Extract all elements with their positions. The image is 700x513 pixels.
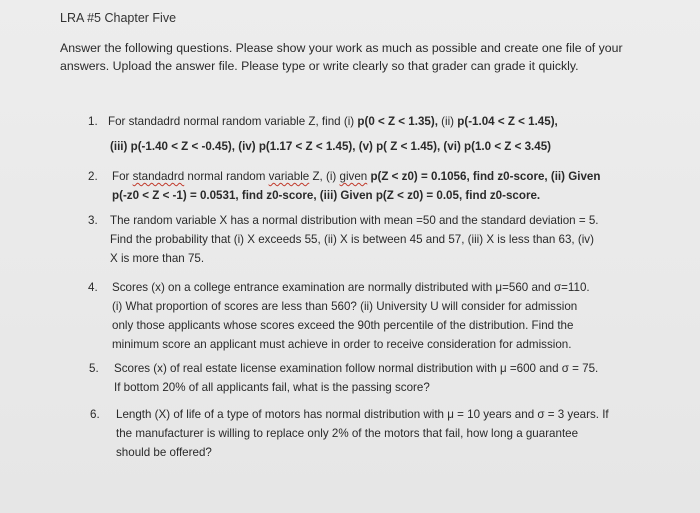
question-number: 6. <box>90 408 100 421</box>
page-title: LRA #5 Chapter Five <box>60 11 177 25</box>
question-4 <box>88 278 590 354</box>
question-5-line-1: Scores (x) of real estate license examination follow normal distribution with μ =600 and σ = 75. <box>114 362 599 375</box>
question-text: (ii) <box>437 115 458 128</box>
question-text: Z, (i) <box>309 170 340 183</box>
question-4-line-4: minimum score an applicant must achieve in order to receive consideration for admission. <box>112 338 572 351</box>
question-6-line-2: the manufacturer is willing to replace only 2% of the motors that fail, how long a guarantee <box>116 427 579 440</box>
question-2-line-1 <box>112 167 600 186</box>
question-6-line-3: should be offered? <box>116 446 212 459</box>
spellcheck-word: variable <box>268 170 310 183</box>
question-4-line-2: (i) What proportion of scores are less than 560? (ii) University U will consider for admission <box>112 300 578 313</box>
question-5-line-2: If bottom 20% of all applicants fail, what is the passing score? <box>114 381 430 394</box>
question-2-line-2: p(-z0 < Z < -1) = 0.0531, find z0-score, (iii) Given p(Z < z0) = 0.05, find z0-score. <box>112 189 541 202</box>
question-1 <box>88 112 558 156</box>
question-4-line-3: only those applicants whose scores exceed the 90th percentile of the distribution. Find the <box>112 319 574 332</box>
spellcheck-word: standadrd <box>132 170 185 183</box>
question-3-line-3: X is more than 75. <box>110 252 205 265</box>
question-number: 5. <box>89 362 99 375</box>
question-number: 1. <box>88 115 98 128</box>
question-2 <box>88 167 601 205</box>
question-text-bold: p(-1.04 < Z < 1.45), <box>457 115 558 128</box>
spellcheck-word: given <box>339 170 368 183</box>
question-3-line-1: The random variable X has a normal distribution with mean =50 and the standard deviation = 5. <box>110 214 599 227</box>
instructions-line-2: answers. Upload the answer file. Please type or write clearly so that grader can grade it quickly. <box>60 59 579 73</box>
question-number: 4. <box>88 281 98 294</box>
question-5 <box>89 359 599 397</box>
question-text: For standadrd normal random variable Z, find (i) <box>108 115 358 128</box>
question-1-line-2: (iii) p(-1.40 < Z < -0.45), (iv) p(1.17 < Z < 1.45), (v) p( Z < 1.45), (vi) p(1.0 < Z < 3.45) <box>110 140 552 153</box>
question-3-line-2: Find the probability that (i) X exceeds 55, (ii) X is between 45 and 57, (iii) X is less than 63, (iv) <box>110 233 594 246</box>
instructions-line-1: Answer the following questions. Please show your work as much as possible and create one file of your <box>60 41 623 55</box>
question-6-line-1: Length (X) of life of a type of motors has normal distribution with μ = 10 years and σ = 3 years. If <box>116 408 609 421</box>
question-1-line-1 <box>108 112 558 131</box>
question-text: For <box>112 170 133 183</box>
question-number: 2. <box>88 170 98 183</box>
question-number: 3. <box>88 214 98 227</box>
question-4-line-1: Scores (x) on a college entrance examination are normally distributed with μ=560 and σ=110. <box>112 281 590 294</box>
question-text: normal random <box>184 170 269 183</box>
question-text-bold: p(0 < Z < 1.35), <box>357 115 438 128</box>
question-text-bold: p(Z < z0) = 0.1056, find z0-score, (ii) Given <box>367 170 601 183</box>
question-3 <box>88 211 599 268</box>
instructions <box>60 39 660 75</box>
question-6 <box>90 405 609 462</box>
